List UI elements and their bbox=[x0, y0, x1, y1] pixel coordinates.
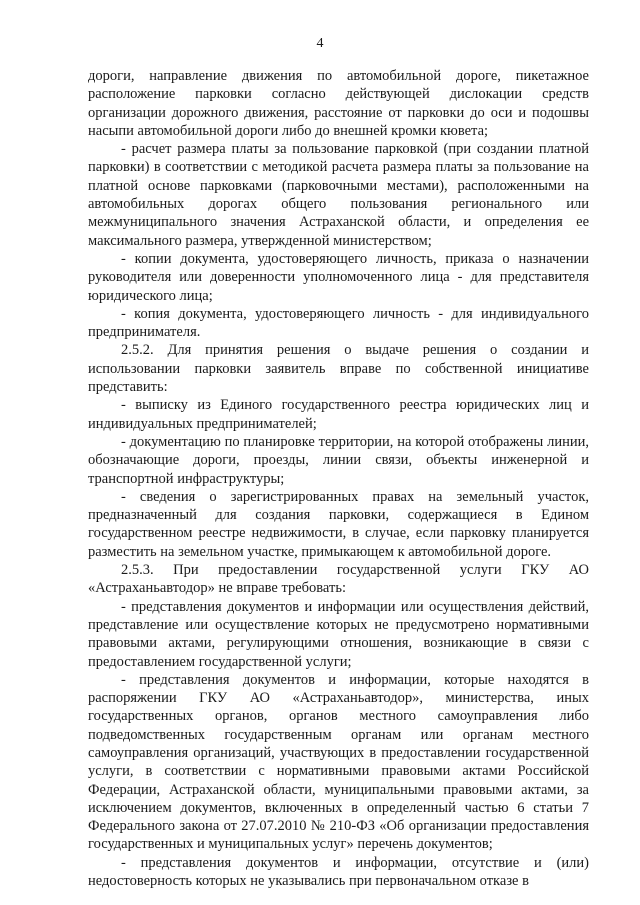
paragraph-land-rights: - сведения о зарегистрированных правах на земельный участок, предназначенный для создания парковки, содержащиеся в Едином государственном реестре недвижимости, в случае, если парковку планируется разместить на земельном участке, примыкающем к автомобильной дороге. bbox=[88, 488, 589, 560]
document-body bbox=[88, 67, 589, 890]
paragraph-initial-refusal: - представления документов и информации, отсутствие и (или) недостоверность которых не указывались при первоначальном отказе в bbox=[88, 854, 589, 890]
paragraph-location-continued: дороги, направление движения по автомобильной дороге, пикетажное расположение парковки согласно действующей дислокации средств организации дорожного движения, расстояние от парковки до оси и подошвы насыпи автомобильной дороги либо до внешней кромки кювета; bbox=[88, 68, 589, 139]
clause-2-5-2: 2.5.2. Для принятия решения о выдаче решения о создании и использовании парковки заявитель вправе по собственной инициативе представить: bbox=[88, 342, 589, 396]
clause-2-5-3: 2.5.3. При предоставлении государственной услуги ГКУ АО «Астраханьавтодор» не вправе требовать: bbox=[88, 562, 589, 597]
paragraph-documents-held-by-agencies: - представления документов и информации, которые находятся в распоряжении ГКУ АО «Астраханьавтодор», министерства, иных государственных органов, органов местного самоуправления либо подведомственных государственным органам или органам местного самоуправления организаций, участвующих в предоставлении государственной услуги, в соответствии с нормативными правовыми актами Российской Федерации, Астраханской области, муниципальными правовыми актами, за исключением документов, включенных в определенный частью 6 статьи 7 Федерального закона от 27.07.2010 № 210-ФЗ «Об организации предоставления государственных и муниципальных услуг» перечень документов; bbox=[88, 671, 589, 853]
paragraph-fee-calculation: - расчет размера платы за пользование парковкой (при создании платной парковки) в соответствии с методикой расчета размера платы за пользование на платной основе парковками (парковочными местами), расположенными на автомобильных дорогах общего пользования регионального или межмуниципального значения Астраханской области, и определения ее максимального размера, утвержденной министерством; bbox=[88, 141, 589, 249]
paragraph-registry-extract: - выписку из Единого государственного реестра юридических лиц и индивидуальных предпринимателей; bbox=[88, 397, 589, 432]
paragraph-identity-legal-entity: - копии документа, удостоверяющего личность, приказа о назначении руководителя или доверенности уполномоченного лица - для представителя юридического лица; bbox=[88, 250, 589, 304]
page-number: 4 bbox=[316, 36, 324, 51]
paragraph-planning-documentation: - документацию по планировке территории, на которой отображены линии, обозначающие дороги, проезды, линии связи, объекты инженерной и транспортной инфраструктуры; bbox=[88, 433, 589, 487]
paragraph-identity-entrepreneur: - копия документа, удостоверяющего личность - для индивидуального предпринимателя. bbox=[88, 305, 589, 341]
paragraph-unregulated-documents: - представления документов и информации или осуществления действий, представление или осуществление которых не предусмотрено нормативными правовыми актами, регулирующими отношения, возникающие в связи с предоставлением государственной услуги; bbox=[88, 598, 589, 670]
